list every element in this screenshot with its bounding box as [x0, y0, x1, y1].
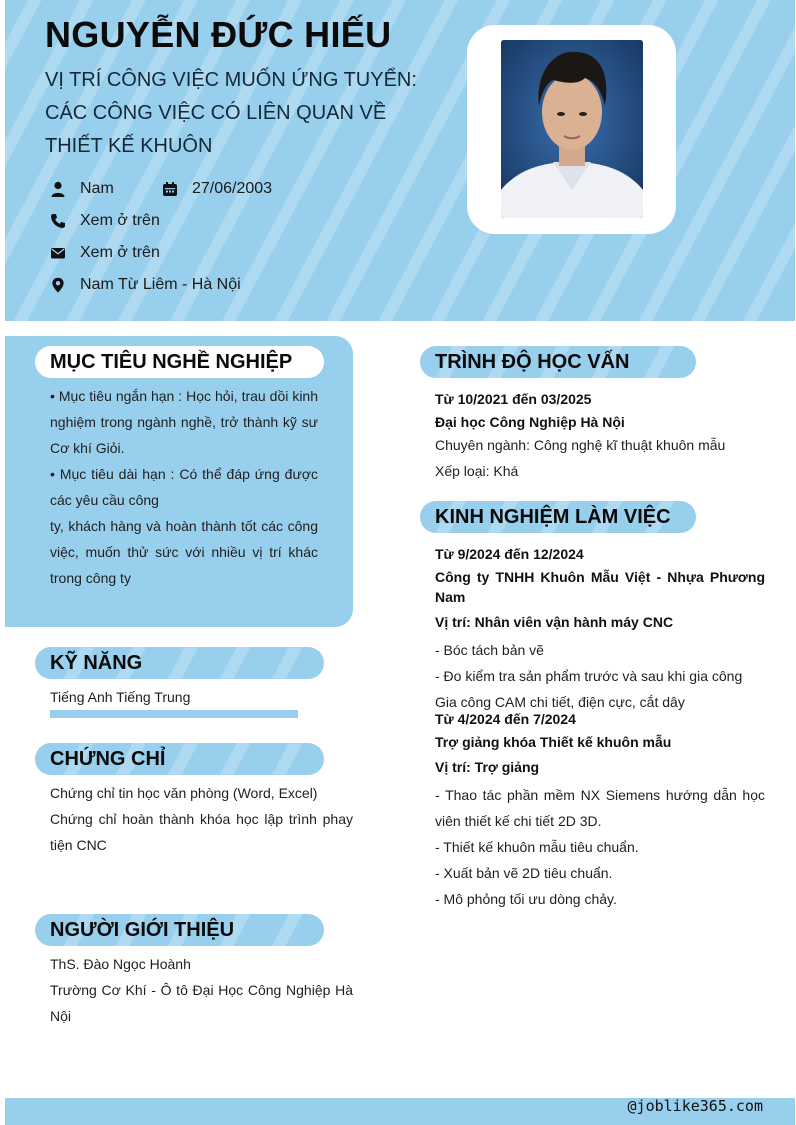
education-school: Đại học Công Nghiệp Hà Nội [435, 414, 625, 430]
address-row [50, 276, 241, 294]
calendar-icon [162, 181, 178, 197]
email-row [50, 244, 160, 262]
footer-bar [5, 1098, 795, 1125]
gender-value: Nam [80, 180, 114, 197]
reference-organization: Trường Cơ Khí - Ô tô Đại Học Công Nghiệp Hà Nội [50, 982, 353, 1024]
photo-frame [467, 25, 676, 234]
experience-heading: KINH NGHIỆM LÀM VIỆC [420, 501, 696, 533]
job-task: - Bóc tách bản vẽ [435, 642, 544, 658]
certificates-list [50, 780, 353, 858]
objective-heading: MỤC TIÊU NGHỀ NGHIỆP [35, 346, 324, 378]
job-position: Vị trí: Trợ giảng [435, 759, 540, 775]
education-body [435, 386, 765, 484]
education-grade: Xếp loại: Khá [435, 463, 519, 479]
phone-value: Xem ở trên [80, 212, 160, 229]
experience-job-2 [435, 706, 765, 912]
certificates-heading: CHỨNG CHỈ [35, 743, 324, 775]
long-term-goal: • Mục tiêu dài hạn : Có thể đáp ứng được các yêu cầu công [50, 466, 318, 508]
location-pin-icon [50, 277, 66, 293]
candidate-name: NGUYỄN ĐỨC HIẾU [45, 14, 392, 55]
reference-heading: NGƯỜI GIỚI THIỆU [35, 914, 324, 946]
job-period: Từ 9/2024 đến 12/2024 [435, 546, 584, 562]
birthdate-row [162, 180, 272, 198]
user-icon [50, 181, 66, 197]
phone-icon [50, 213, 66, 229]
job-task: - Thiết kế khuôn mẫu tiêu chuẩn. [435, 839, 639, 855]
reference-name: ThS. Đào Ngọc Hoành [50, 956, 191, 972]
envelope-icon [50, 245, 66, 261]
short-term-goal: • Mục tiêu ngắn hạn : Học hỏi, trau dồi kinh nghiệm trong ngành nghề, trở thành kỹ sư Cơ khí Giỏi. [50, 388, 318, 456]
skill-level-bar [50, 710, 298, 718]
job-task: Gia công CAM chi tiết, điện cực, cắt dây [435, 694, 685, 710]
job-company: Trợ giảng khóa Thiết kế khuôn mẫu [435, 734, 672, 750]
job-company: Công ty TNHH Khuôn Mẫu Việt - Nhựa Phương Nam [435, 569, 765, 605]
objective-body [50, 383, 318, 591]
job-period: Từ 4/2024 đến 7/2024 [435, 711, 576, 727]
skills-heading: KỸ NĂNG [35, 647, 324, 679]
job-task: - Đo kiểm tra sản phẩm trước và sau khi gia công [435, 668, 743, 684]
phone-row [50, 212, 160, 230]
education-major: Chuyên ngành: Công nghệ kĩ thuật khuôn mẫu [435, 437, 726, 453]
reference-body [50, 951, 353, 1029]
address-value: Nam Từ Liêm - Hà Nội [80, 276, 241, 293]
job-task: - Xuất bản vẽ 2D tiêu chuẩn. [435, 865, 613, 881]
footer-watermark: @joblike365.com [627, 1097, 763, 1115]
experience-job-1 [435, 541, 765, 715]
job-objective-title: VỊ TRÍ CÔNG VIỆC MUỐN ỨNG TUYỂN: CÁC CÔNG VIỆC CÓ LIÊN QUAN VỀ THIẾT KẾ KHUÔN [45, 69, 417, 157]
education-period: Từ 10/2021 đến 03/2025 [435, 391, 592, 407]
long-term-goal-continued: ty, khách hàng và hoàn thành tốt các công việc, muốn thử sức với nhiều vị trí khác trong công ty [50, 518, 318, 586]
gender-row [50, 180, 114, 198]
profile-photo [501, 40, 643, 218]
skills-text: Tiếng Anh Tiếng Trung [50, 689, 191, 705]
job-position: Vị trí: Nhân viên vận hành máy CNC [435, 614, 674, 630]
job-task: - Mô phỏng tối ưu dòng chảy. [435, 891, 617, 907]
certificate-item: Chứng chỉ tin học văn phòng (Word, Excel) [50, 785, 318, 801]
birthdate-value: 27/06/2003 [192, 180, 273, 197]
education-heading: TRÌNH ĐỘ HỌC VẤN [420, 346, 696, 378]
job-task: - Thao tác phần mềm NX Siemens hướng dẫn học viên thiết kế chi tiết 2D 3D. [435, 787, 765, 829]
certificate-item: Chứng chỉ hoàn thành khóa học lập trình phay tiện CNC [50, 811, 353, 853]
email-value: Xem ở trên [80, 244, 160, 261]
